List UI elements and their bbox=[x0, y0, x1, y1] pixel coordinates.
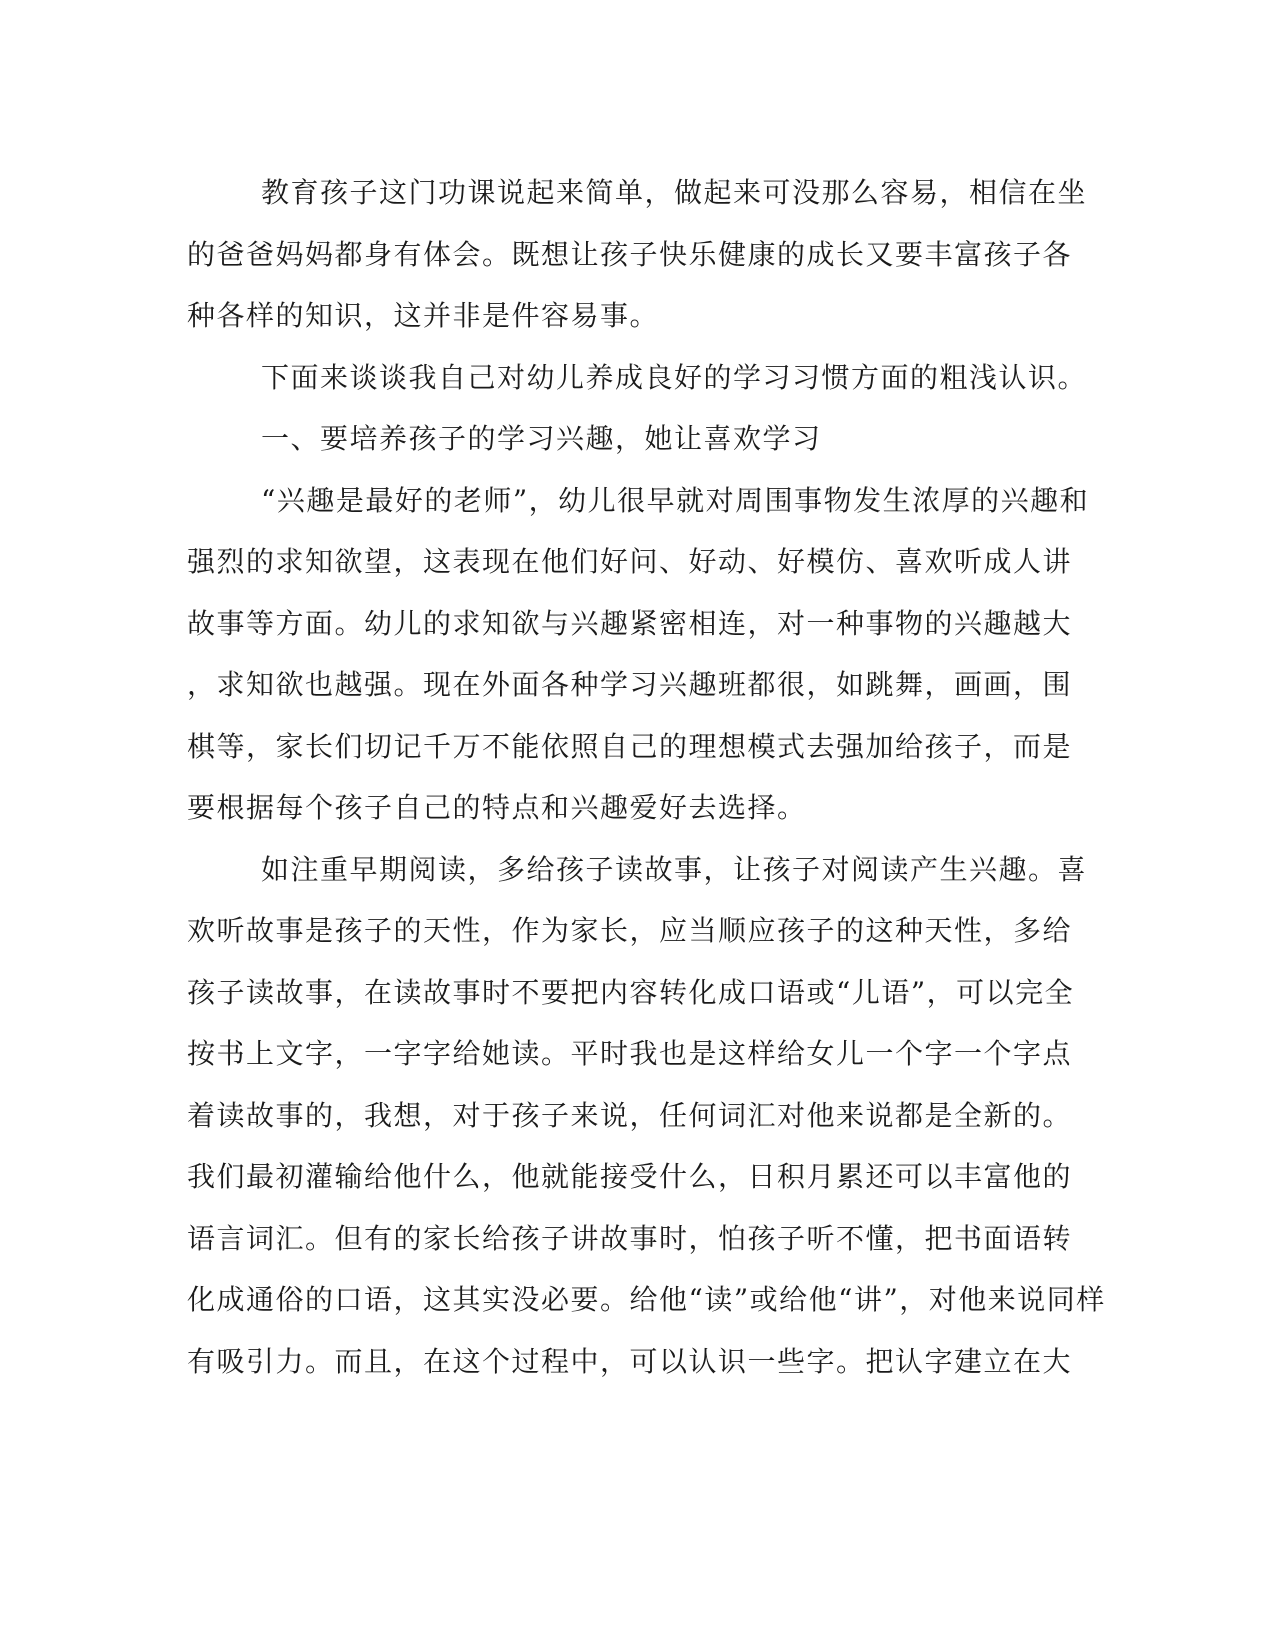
text-line: 教育孩子这门功课说起来简单，做起来可没那么容易，相信在坐 bbox=[261, 176, 1088, 209]
text-line: 强烈的求知欲望，这表现在他们好问、好动、好模仿、喜欢听成人讲 bbox=[187, 545, 1073, 578]
text-line: 下面来谈谈我自己对幼儿养成良好的学习习惯方面的粗浅认识。 bbox=[261, 360, 1088, 394]
text-line: 孩子读故事，在读故事时不要把内容转化成口语或“儿语”，可以完全 bbox=[187, 975, 1075, 1009]
text-line: 语言词汇。但有的家长给孩子讲故事时，怕孩子听不懂，把书面语转 bbox=[187, 1221, 1073, 1255]
text-line: 的爸爸妈妈都身有体会。既想让孩子快乐健康的成长又要丰富孩子各 bbox=[187, 237, 1073, 271]
text-line: 种各样的知识，这并非是件容易事。 bbox=[187, 299, 660, 332]
text-line: 欢听故事是孩子的天性，作为家长，应当顺应孩子的这种天性，多给 bbox=[187, 914, 1073, 947]
body-text bbox=[187, 162, 1106, 1392]
text-line: 我们最初灌输给他什么，他就能接受什么，日积月累还可以丰富他的 bbox=[187, 1160, 1073, 1193]
text-line: 着读故事的，我想，对于孩子来说，任何词汇对他来说都是全新的。 bbox=[187, 1098, 1073, 1132]
text-line: 如注重早期阅读，多给孩子读故事，让孩子对阅读产生兴趣。喜 bbox=[261, 852, 1088, 886]
section-heading: 一、要培养孩子的学习兴趣，她让喜欢学习 bbox=[261, 422, 822, 455]
text-line: 有吸引力。而且，在这个过程中，可以认识一些字。把认字建立在大 bbox=[187, 1344, 1073, 1378]
text-line: “兴趣是最好的老师”，幼儿很早就对周围事物发生浓厚的兴趣和 bbox=[261, 483, 1090, 517]
text-line: ，求知欲也越强。现在外面各种学习兴趣班都很，如跳舞，画画，围 bbox=[187, 668, 1073, 701]
text-line: 故事等方面。幼儿的求知欲与兴趣紧密相连，对一种事物的兴趣越大 bbox=[187, 606, 1073, 640]
text-line: 化成通俗的口语，这其实没必要。给他“读”或给他“讲”，对他来说同样 bbox=[187, 1283, 1106, 1316]
text-line: 按书上文字，一字字给她读。平时我也是这样给女儿一个字一个字点 bbox=[187, 1037, 1073, 1070]
text-line: 要根据每个孩子自己的特点和兴趣爱好去选择。 bbox=[187, 791, 807, 824]
text-line: 棋等，家长们切记千万不能依照自己的理想模式去强加给孩子，而是 bbox=[187, 729, 1073, 763]
